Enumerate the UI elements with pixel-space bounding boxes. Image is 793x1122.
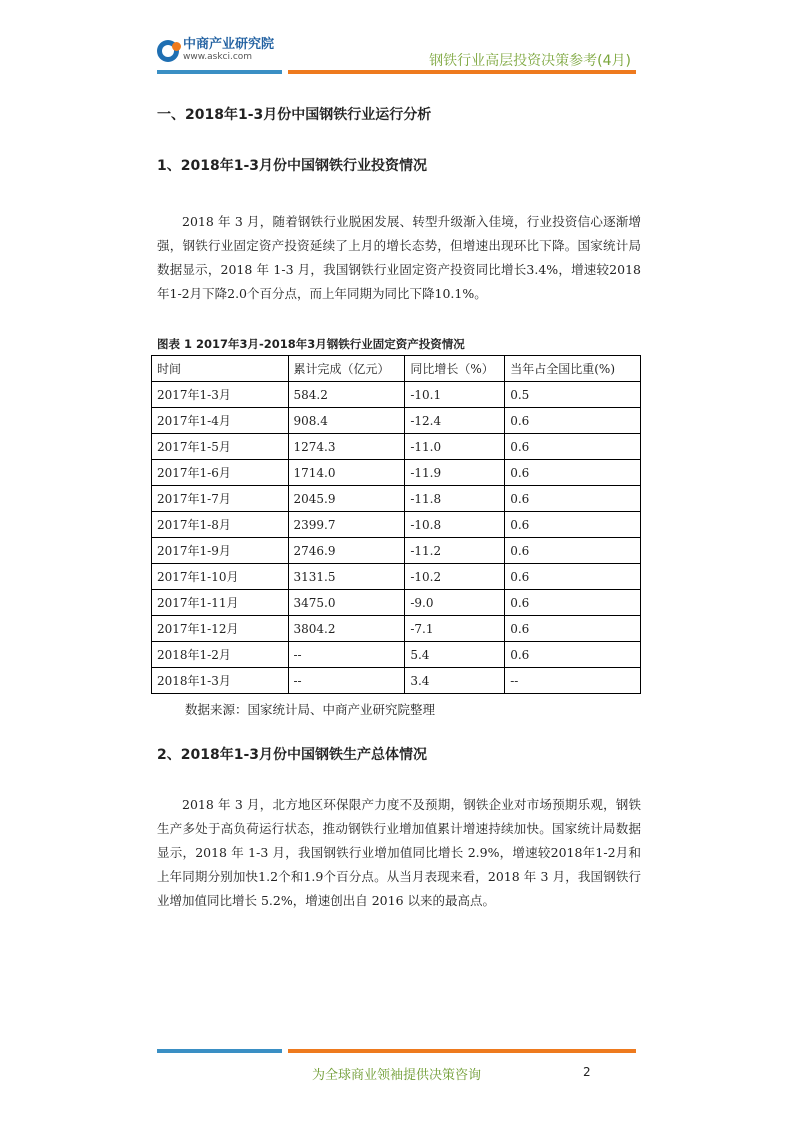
cell-yoy-growth: -11.2 [405,538,505,564]
cell-yoy-growth: -11.0 [405,434,505,460]
cell-national-share: 0.5 [505,382,641,408]
header-yoy-growth: 同比增长（%） [405,356,505,382]
cell-time: 2017年1-5月 [152,434,289,460]
cell-time: 2017年1-6月 [152,460,289,486]
cell-national-share: 0.6 [505,564,641,590]
table-header-row [152,356,641,382]
cell-yoy-growth: -9.0 [405,590,505,616]
cell-cumulative: 1274.3 [288,434,405,460]
logo-circle-icon [157,40,179,62]
production-paragraph: 2018 年 3 月，北方地区环保限产力度不及预期，钢铁企业对市场预期乐观，钢铁生产多处于高负荷运行状态，推动钢铁行业增加值累计增速持续加快。国家统计局数据显示，2018 年 1-3 月，我国钢铁行业增加值同比增长 2.9%，增速较2018年1-2月和上年同期分别加快1.2个和1.9个百分点。从当月表现来看，2018 年 3 月，我国钢铁行业增加值同比增长 5.2%，增速创出自 2016 以来的最高点。 [157,797,641,908]
table-row [152,564,641,590]
header-time: 时间 [152,356,289,382]
cell-time: 2018年1-2月 [152,642,289,668]
cell-national-share: 0.6 [505,434,641,460]
cell-yoy-growth: -10.8 [405,512,505,538]
cell-national-share: 0.6 [505,486,641,512]
cell-cumulative: 3804.2 [288,616,405,642]
table-row [152,590,641,616]
cell-time: 2017年1-3月 [152,382,289,408]
footer-slogan: 为全球商业领袖提供决策咨询 [311,1068,481,1083]
table-row [152,616,641,642]
cell-yoy-growth: -11.8 [405,486,505,512]
page-number: 2 [583,1065,591,1079]
footer-rule-blue [157,1049,282,1053]
cell-cumulative: 1714.0 [288,460,405,486]
table-source: 数据来源：国家统计局、中商产业研究院整理 [185,702,436,717]
company-logo [157,38,274,63]
table-row [152,642,641,668]
cell-national-share: -- [505,668,641,694]
cell-national-share: 0.6 [505,408,641,434]
cell-time: 2017年1-8月 [152,512,289,538]
cell-yoy-growth: -10.2 [405,564,505,590]
cell-cumulative: 584.2 [288,382,405,408]
section-heading-1: 一、2018年1-3月份中国钢铁行业运行分析 [157,107,432,123]
cell-yoy-growth: -11.9 [405,460,505,486]
cell-cumulative: 3475.0 [288,590,405,616]
cell-national-share: 0.6 [505,616,641,642]
table-row [152,512,641,538]
investment-paragraph: 2018 年 3 月，随着钢铁行业脱困发展、转型升级渐入佳境，行业投资信心逐渐增强，钢铁行业固定资产投资延续了上月的增长态势，但增速出现环比下降。国家统计局数据显示，2018 年 1-3 月，我国钢铁行业固定资产投资同比增长3.4%，增速较2018年1-2月下降2.0个百分点，而上年同期为同比下降10.1%。 [157,214,641,301]
cell-national-share: 0.6 [505,460,641,486]
table-row [152,486,641,512]
investment-table [151,355,641,694]
cell-yoy-growth: 3.4 [405,668,505,694]
cell-time: 2017年1-10月 [152,564,289,590]
cell-yoy-growth: -12.4 [405,408,505,434]
cell-cumulative: -- [288,642,405,668]
table-row [152,434,641,460]
subsection-heading-production: 2、2018年1-3月份中国钢铁生产总体情况 [157,747,427,763]
cell-time: 2017年1-12月 [152,616,289,642]
cell-cumulative: 2399.7 [288,512,405,538]
cell-national-share: 0.6 [505,538,641,564]
table-row [152,538,641,564]
cell-yoy-growth: 5.4 [405,642,505,668]
cell-cumulative: -- [288,668,405,694]
logo-url: www.askci.com [183,52,253,62]
table-caption: 图表 1 2017年3月-2018年3月钢铁行业固定资产投资情况 [157,337,465,351]
cell-time: 2018年1-3月 [152,668,289,694]
cell-time: 2017年1-9月 [152,538,289,564]
header-rule-blue [157,70,282,74]
subsection-heading-investment: 1、2018年1-3月份中国钢铁行业投资情况 [157,158,427,174]
cell-national-share: 0.6 [505,512,641,538]
header-rule-orange [288,70,636,74]
logo-name: 中商产业研究院 [183,37,275,52]
header-cumulative: 累计完成（亿元） [288,356,405,382]
cell-yoy-growth: -10.1 [405,382,505,408]
cell-time: 2017年1-7月 [152,486,289,512]
cell-national-share: 0.6 [505,642,641,668]
cell-cumulative: 2045.9 [288,486,405,512]
page-header [0,0,793,80]
cell-time: 2017年1-4月 [152,408,289,434]
cell-yoy-growth: -7.1 [405,616,505,642]
table-row [152,460,641,486]
table-row [152,408,641,434]
cell-cumulative: 2746.9 [288,538,405,564]
header-national-share: 当年占全国比重(%) [505,356,641,382]
cell-national-share: 0.6 [505,590,641,616]
document-title: 钢铁行业高层投资决策参考(4月) [429,53,631,69]
cell-time: 2017年1-11月 [152,590,289,616]
cell-cumulative: 3131.5 [288,564,405,590]
footer-rule-orange [288,1049,636,1053]
table-row [152,668,641,694]
cell-cumulative: 908.4 [288,408,405,434]
table-row [152,382,641,408]
